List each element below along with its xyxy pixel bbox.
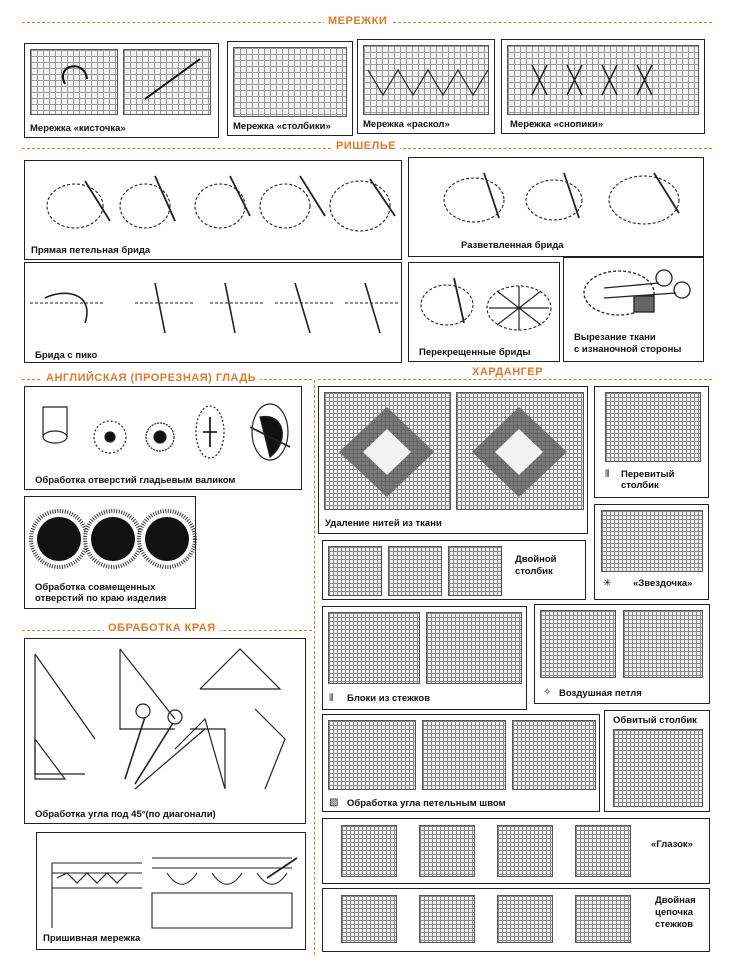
caption-double-chain-2: цепочка	[655, 907, 693, 918]
caption-holes-roller: Обработка отверстий гладьевым валиком	[35, 475, 236, 486]
caption-sewn-merezhka: Пришивная мережка	[43, 933, 141, 944]
panel-stolbiki	[227, 41, 353, 136]
panel-remove-threads	[318, 386, 588, 534]
bar-stitch-icon: ⦀	[605, 469, 610, 480]
illustration-air-loop-1	[540, 610, 616, 678]
panel-snopiki	[501, 39, 705, 134]
caption-star: «Звездочка»	[633, 578, 693, 589]
caption-raskol: Мережка «раскол»	[363, 119, 450, 130]
caption-double-chain-1: Двойная	[655, 895, 696, 906]
panel-double-chain	[322, 888, 710, 952]
panel-straight-brida	[24, 160, 402, 260]
caption-cut-fabric-2: с изнаночной стороны	[574, 344, 682, 355]
caption-air-loop: Воздушная петля	[559, 688, 642, 699]
caption-straight-brida: Прямая петельная брида	[31, 245, 151, 256]
illustration-eyelet-2	[419, 825, 475, 877]
illustration-air-loop-2	[623, 610, 703, 678]
caption-wrapped-bar-2: столбик	[621, 480, 659, 491]
caption-eyelet: «Глазок»	[651, 839, 693, 850]
caption-picot-brida: Брида с пико	[35, 350, 98, 361]
panel-wrapped-bar	[594, 386, 709, 498]
illustration-double-bar-2	[388, 546, 442, 596]
panel-holes-roller	[24, 386, 302, 490]
illustration-double-bar-1	[328, 546, 382, 596]
illustration-chain-1	[341, 895, 397, 943]
panel-sewn-merezhka	[36, 832, 306, 950]
section-title-edge: ОБРАБОТКА КРАЯ	[104, 622, 220, 634]
illustration-blocks-2	[426, 612, 522, 684]
illustration-corner-2	[422, 720, 506, 790]
section-title-english: АНГЛИЙСКАЯ (ПРОРЕЗНАЯ) ГЛАДЬ	[42, 372, 260, 384]
caption-corner-45: Обработка угла под 45°(по диагонали)	[35, 809, 216, 820]
illustration-eyelet-4	[575, 825, 631, 877]
picot-brida-icon	[25, 263, 403, 364]
caption-combined-1: Обработка совмещенных	[35, 582, 156, 593]
illustration-double-bar-3	[448, 546, 502, 596]
panel-picot-brida	[24, 262, 402, 363]
illustration-chain-2	[419, 895, 475, 943]
section-title-merezhki: МЕРЕЖКИ	[324, 15, 391, 27]
illustration-eyelet-3	[497, 825, 553, 877]
caption-cut-fabric-1: Вырезание ткани	[574, 332, 656, 343]
corner-stitch-icon: ▧	[329, 797, 339, 808]
illustration-star	[601, 510, 703, 572]
caption-double-bar-1: Двойной	[515, 554, 557, 565]
blocks-icon: ⦀	[329, 693, 334, 704]
panel-star	[594, 504, 709, 600]
panel-air-loop	[534, 604, 710, 704]
caption-corner-buttonhole: Обработка угла петельным швом	[347, 798, 506, 809]
caption-snopiki: Мережка «снопики»	[510, 119, 604, 130]
caption-double-bar-2: столбик	[515, 566, 553, 577]
panel-blocks	[322, 606, 527, 710]
section-title-rishelye: РИШЕЛЬЕ	[332, 140, 400, 152]
panel-cut-fabric	[563, 257, 704, 362]
caption-stolbiki: Мережка «столбики»	[233, 121, 331, 132]
caption-double-chain-3: стежков	[655, 919, 694, 930]
panel-corner-buttonhole	[322, 714, 600, 812]
panel-kistochka	[24, 43, 219, 138]
panel-corner-45	[24, 638, 306, 824]
section-title-hardanger: ХАРДАНГЕР	[468, 366, 547, 378]
illustration-stolbiki	[233, 47, 347, 117]
caption-branched-brida: Разветвленная брида	[461, 240, 564, 251]
illustration-eyelet-1	[341, 825, 397, 877]
illustration-chain-4	[575, 895, 631, 943]
caption-wrapped-bar-1: Перевитый	[621, 469, 675, 480]
sparkle-icon: ✧	[543, 687, 552, 698]
caption-blocks: Блоки из стежков	[347, 693, 431, 704]
panel-double-bar	[322, 540, 586, 600]
illustration-covered-bar	[613, 729, 703, 807]
illustration-corner-3	[512, 720, 596, 790]
corner-fold-icon	[25, 639, 307, 825]
illustration-chain-3	[497, 895, 553, 943]
caption-remove-threads: Удаление нитей из ткани	[325, 518, 442, 529]
section-divider	[318, 379, 712, 380]
panel-covered-bar	[604, 710, 710, 812]
hardanger-diamond-icon	[319, 387, 589, 535]
caption-kistochka: Мережка «кисточка»	[30, 123, 126, 134]
panel-combined-holes	[24, 496, 196, 609]
panel-eyelet	[322, 818, 710, 884]
panel-branched-brida	[408, 157, 704, 257]
caption-combined-2: отверстий по краю изделия	[35, 593, 167, 604]
star-icon: ✳	[603, 578, 612, 589]
panel-raskol	[357, 39, 495, 134]
caption-covered-bar: Обвитый столбик	[613, 715, 697, 726]
section-divider-vertical	[314, 380, 315, 955]
panel-crossed-brida	[408, 262, 560, 362]
illustration-wrapped-bar	[605, 392, 701, 462]
caption-crossed-brida: Перекрещенные бриды	[419, 347, 531, 358]
illustration-corner-1	[328, 720, 416, 790]
illustration-blocks-1	[328, 612, 420, 684]
